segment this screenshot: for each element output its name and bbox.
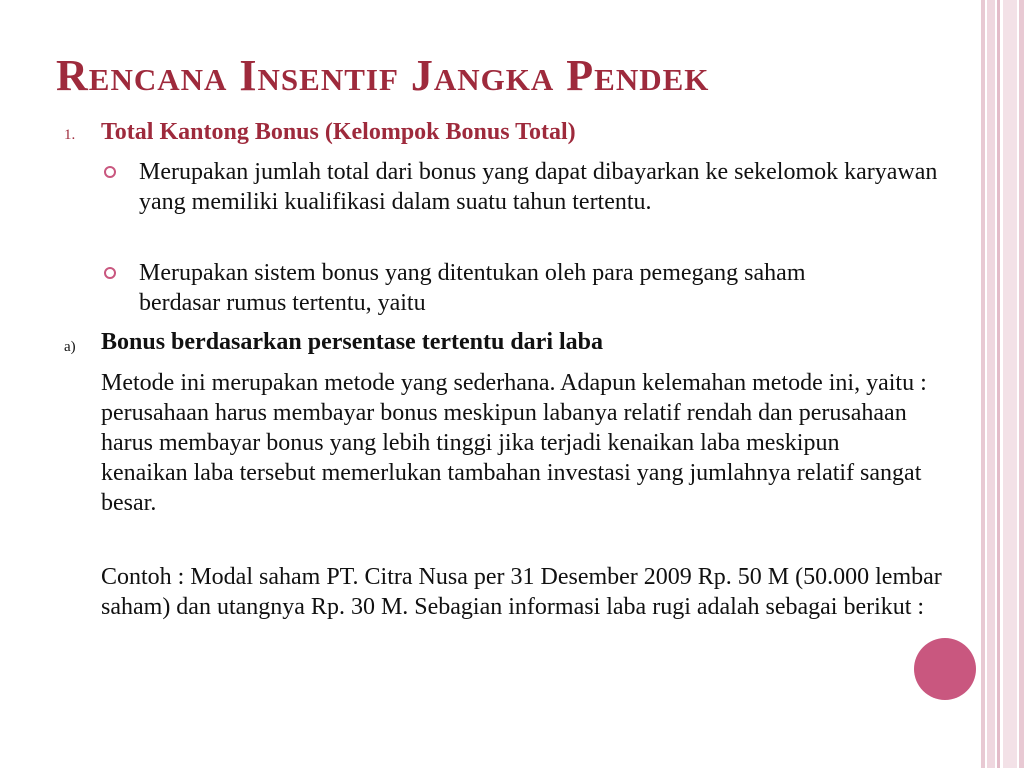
slide-title: Rencana Insentif Jangka Pendek: [56, 51, 710, 100]
bullet-text: Merupakan jumlah total dari bonus yang dapat dibayarkan ke sekelomok karyawan yang memiliki kualifikasi dalam suatu tahun tertentu.: [139, 159, 938, 215]
section-heading-1: Total Kantong Bonus (Kelompok Bonus Total): [101, 119, 576, 145]
paragraph: Metode ini merupakan metode yang sederhana. Adapun kelemahan metode ini, yaitu : perusahaan harus membayar bonus meskipun labanya relatif rendah dan perusahaan harus membayar bonus yang lebih tinggi jika terjadi kenaikan laba meskipun kenaikan laba tersebut memerlukan tambahan investasi yang jumlahnya relatif sangat besar.: [101, 370, 927, 516]
border-stripe: [1003, 0, 1017, 768]
decorative-circle: [914, 638, 976, 700]
bullet-text: Merupakan sistem bonus yang ditentukan oleh para pemegang saham berdasar rumus tertentu, yaitu: [139, 260, 806, 316]
bullet-circle-icon: [104, 267, 116, 279]
bullet-circle-icon: [104, 166, 116, 178]
border-stripe: [1019, 0, 1024, 768]
border-stripe: [997, 0, 1000, 768]
list-letter: a): [64, 339, 76, 355]
border-stripe: [981, 0, 985, 768]
section-heading-a: Bonus berdasarkan persentase tertentu dari laba: [101, 329, 604, 355]
paragraph: Contoh : Modal saham PT. Citra Nusa per 31 Desember 2009 Rp. 50 M (50.000 lembar saham) dan utangnya Rp. 30 M. Sebagian informasi laba rugi adalah sebagai berikut :: [101, 564, 942, 620]
border-stripe: [987, 0, 995, 768]
list-number: 1.: [64, 127, 76, 143]
